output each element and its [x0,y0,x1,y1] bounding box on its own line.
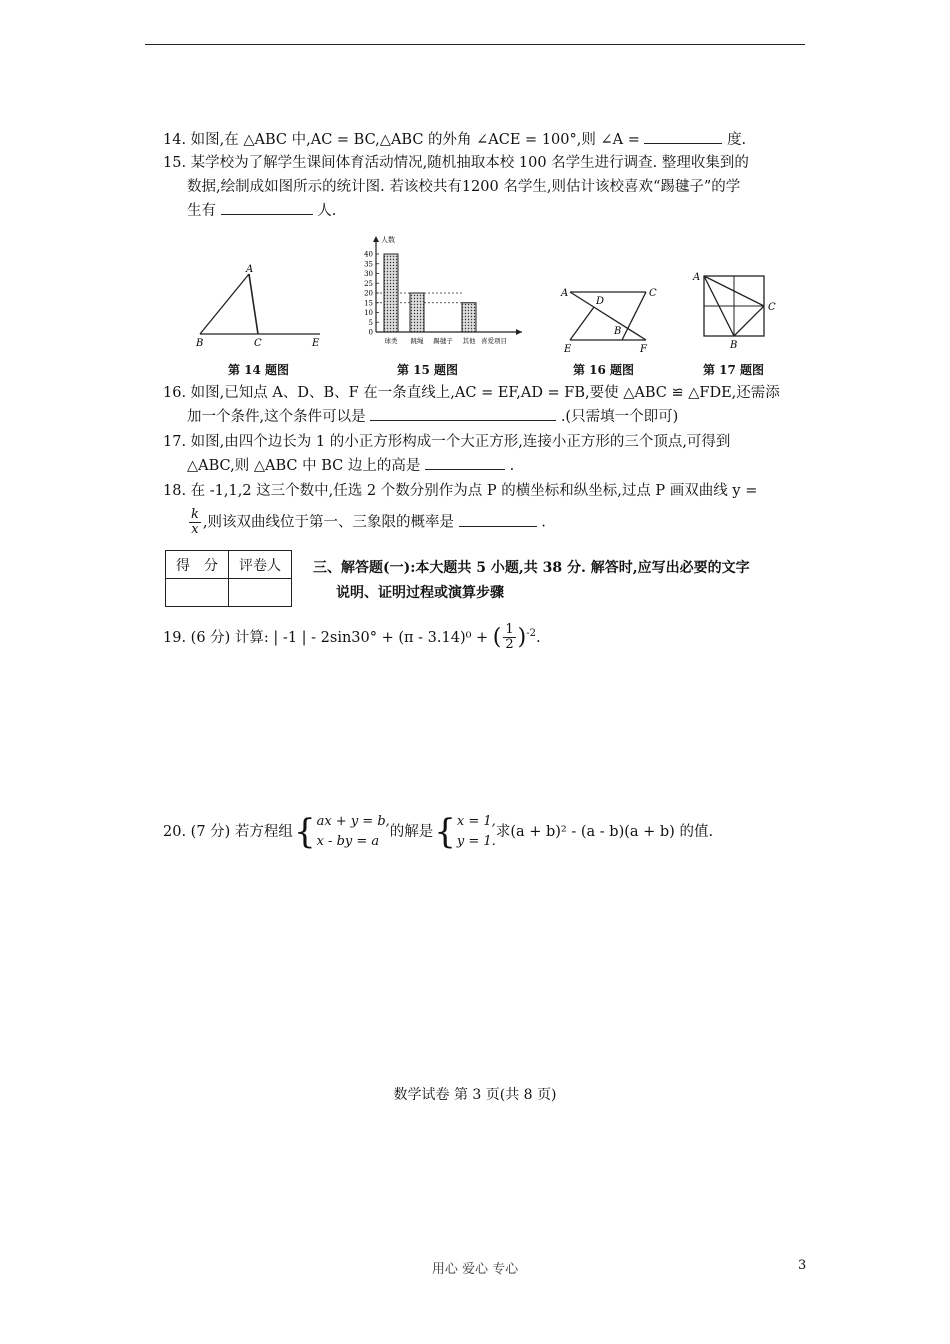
q19-expr: | -1 | - 2sin30° + (π - 3.14)⁰ + [273,629,489,646]
q14-blank [644,129,722,144]
q20-sys2b: y = 1. [456,834,496,849]
figure-14 [192,262,332,352]
question-16-line1: 16. 如图,已知点 A、D、B、F 在一条直线上,AC = EF,AD = FB,要使 △ABC ≌ △FDE,还需添 [163,385,780,401]
q17-line2a: △ABC,则 △ABC 中 BC 边上的高是 [187,458,421,474]
fig15-caption: 第 15 题图 [397,363,459,377]
question-18-line2 [187,508,546,537]
q14-tail: 度. [727,132,747,148]
q15-line3b: 人. [317,203,337,219]
q17-line2b: . [509,458,515,474]
page-number: 3 [798,1258,807,1273]
question-16-line2 [187,405,678,429]
q19-rparen: ) [517,624,527,650]
q20-sys2a: x = 1, [456,814,496,829]
q20-brace-1: { [293,812,316,852]
q20-system-2 [457,812,496,852]
q19-exponent: -2 [526,628,537,639]
score-table [165,550,292,607]
fig17-label-c: C [768,302,776,313]
chart15-bar-0 [384,254,398,332]
chart15-xlabel: 喜爱项目 [481,337,507,345]
q18-frac-den: x [191,522,199,537]
question-15-line3 [187,199,336,223]
fig16-label-b: B [614,326,622,337]
chart15-y-arrow [373,236,379,242]
question-18-line1: 18. 在 -1,1,2 这三个数中,任选 2 个数分别作为点 P 的横坐标和纵坐标,过点 P 画双曲线 y = [163,483,758,499]
top-rule [145,44,805,45]
question-20 [163,812,713,852]
chart15-category-label: 踢毽子 [433,337,453,345]
fig17-label-b: B [730,340,738,350]
fig14-label-c: C [254,338,262,349]
chart15-bar-1 [410,293,424,332]
question-17-line1: 17. 如图,由四个边长为 1 的小正方形构成一个大正方形,连接小正方形的三个顶点,可得到 [163,434,731,450]
chart15-ytick-label: 20 [364,289,373,298]
fig16-label-c: C [649,288,657,299]
q18-line2a: ,则该双曲线位于第一、三象限的概率是 [202,514,454,531]
q19-lparen: ( [492,624,502,650]
fig16-label-a: A [561,288,569,299]
q14-text: 14. 如图,在 △ABC 中,AC = BC,△ABC 的外角 ∠ACE = 100°,则 ∠A = [163,132,640,148]
section-3-heading [313,556,750,606]
q18-blank [459,512,537,527]
q16-line2a: 加一个条件,这个条件可以是 [187,409,366,425]
q19-prefix: 19. (6 分) 计算: [163,629,269,646]
q20-sys1a: ax + y = b, [316,814,390,829]
chart15-ylabel: 人数 [381,236,395,244]
chart15-category-label: 球类 [384,337,398,345]
figure-15-chart [350,228,530,353]
q20-sys1b: x - by = a [316,834,380,849]
chart15-ytick-label: 0 [368,328,373,337]
section-3-line1: 三、解答题(一):本大题共 5 小题,共 38 分. 解答时,应写出必要的文字 [313,560,750,576]
motto: 用心 爱心 专心 [431,1262,519,1277]
question-17-line2 [187,454,514,478]
fig14-label-a: A [246,264,254,275]
chart15-category-label: 跳绳 [410,337,424,345]
chart15-x-arrow [516,329,522,335]
q18-fraction [189,508,201,537]
fig16-label-d: D [596,296,605,307]
grader-cell[interactable] [229,579,292,607]
q20-tail: 求(a + b)² - (a - b)(a + b) 的值. [495,824,714,840]
fig16-caption: 第 16 题图 [573,363,635,377]
q19-frac-den: 2 [505,637,514,653]
fig16-label-f: F [640,344,647,354]
score-header: 得 分 [166,551,229,579]
fig17-caption: 第 17 题图 [703,363,765,377]
q15-line3a: 生有 [187,203,216,219]
q15-blank [221,200,313,215]
q19-end: . [536,629,541,646]
q19-fraction [503,623,515,652]
grader-header: 评卷人 [229,551,292,579]
question-15-line2: 数据,绘制成如图所示的统计图. 若该校共有1200 名学生,则估计该校喜欢“踢毽子”的学 [187,179,741,195]
fig16-label-e: E [564,344,572,354]
score-cell[interactable] [166,579,229,607]
question-15-line1: 15. 某学校为了解学生课间体育活动情况,随机抽取本校 100 名学生进行调查. 整理收集到的 [163,155,749,171]
q16-blank [370,406,556,421]
fig14-label-e: E [312,338,320,349]
chart15-ytick-label: 10 [364,309,373,317]
q16-line2b: .(只需填一个即可) [560,409,679,425]
fig14-caption: 第 14 题图 [228,363,290,377]
fig17-label-a: A [693,272,701,283]
q19-frac-num: 1 [505,622,514,638]
section-3-line2: 说明、证明过程或演算步骤 [336,585,504,601]
chart15-bar-3 [462,303,476,332]
figure-17 [688,268,788,350]
question-14 [163,128,746,152]
q17-blank [425,455,505,470]
figure-16 [558,282,668,354]
q18-frac-num: k [191,507,199,522]
chart15-category-label: 其他 [462,337,476,345]
chart15-ytick-label: 35 [364,260,373,269]
chart15-ytick-label: 15 [364,299,373,308]
q20-system-1 [317,812,390,852]
q18-line2b: . [541,514,546,531]
chart15-ytick-label: 5 [368,318,373,327]
page-footer: 数学试卷 第 3 页(共 8 页) [393,1087,557,1103]
q20-mid: 的解是 [389,824,434,840]
question-19 [163,622,541,652]
chart15-ytick-label: 30 [364,270,373,278]
fig14-label-b: B [196,338,204,349]
q20-brace-2: { [434,812,456,852]
chart15-ytick-label: 40 [364,250,373,259]
q20-prefix: 20. (7 分) 若方程组 [163,824,293,840]
chart15-ytick-label: 25 [364,279,373,288]
